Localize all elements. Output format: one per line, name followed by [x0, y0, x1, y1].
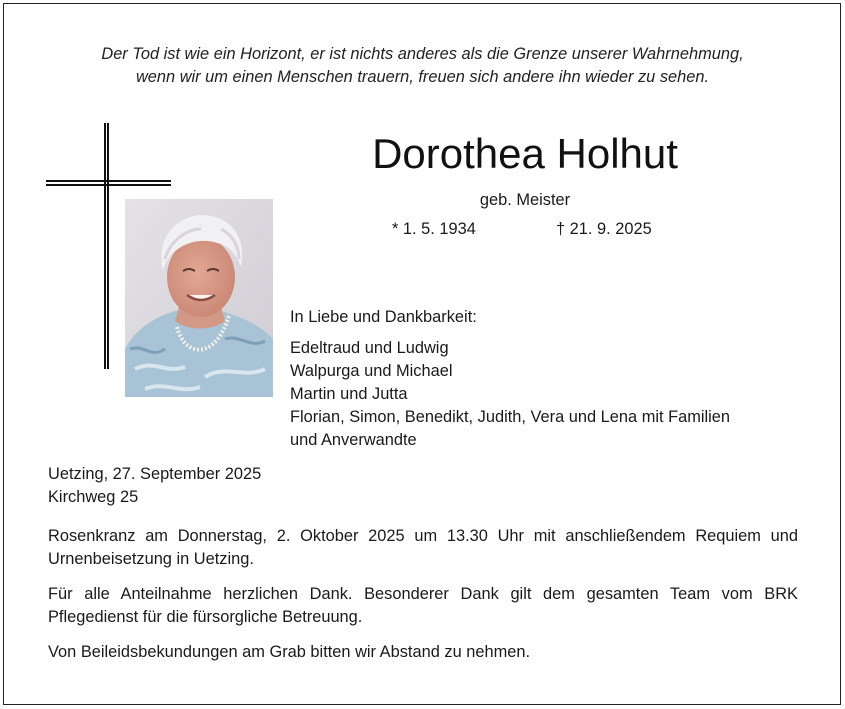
quote	[30, 43, 815, 89]
service-paragraph: Rosenkranz am Donnerstag, 2. Oktober 2025 um 13.30 Uhr mit anschließendem Requiem und Urnenbeisetzung in Uetzing.	[48, 527, 798, 568]
mourner-line: Martin und Jutta	[290, 385, 408, 403]
request-paragraph: Von Beileidsbekundungen am Grab bitten wir Abstand zu nehmen.	[48, 643, 531, 661]
mourner-line: Florian, Simon, Benedikt, Judith, Vera und Lena mit Familien	[290, 408, 731, 426]
birth-date: * 1. 5. 1934	[392, 220, 476, 238]
address-block	[48, 463, 261, 509]
place-date: Uetzing, 27. September 2025	[48, 465, 262, 483]
mourner-line: Walpurga und Michael	[290, 362, 453, 380]
mourners-block	[290, 306, 815, 452]
quote-line-1: Der Tod ist wie ein Horizont, er ist nichts anderes als die Grenze unserer Wahrnehmung,	[101, 45, 744, 63]
street-address: Kirchweg 25	[48, 488, 139, 506]
deceased-name: Dorothea Holhut	[372, 130, 678, 177]
death-date: † 21. 9. 2025	[556, 220, 652, 238]
thanks-paragraph: Für alle Anteilnahme herzlichen Dank. Besonderer Dank gilt dem gesamten Team vom BRK Pflegedienst für die fürsorgliche Betreuung.	[48, 585, 798, 626]
cross-icon-beam	[46, 180, 171, 186]
quote-line-2: wenn wir um einen Menschen trauern, freuen sich andere ihn wieder zu sehen.	[135, 68, 710, 86]
maiden-name: geb. Meister	[479, 191, 571, 209]
mourner-line: und Anverwandte	[290, 431, 417, 449]
mourner-line: Edeltraud und Ludwig	[290, 339, 449, 357]
mourners-intro: In Liebe und Dankbarkeit:	[290, 308, 477, 326]
cross-icon	[104, 123, 109, 369]
portrait-photo	[125, 199, 273, 397]
